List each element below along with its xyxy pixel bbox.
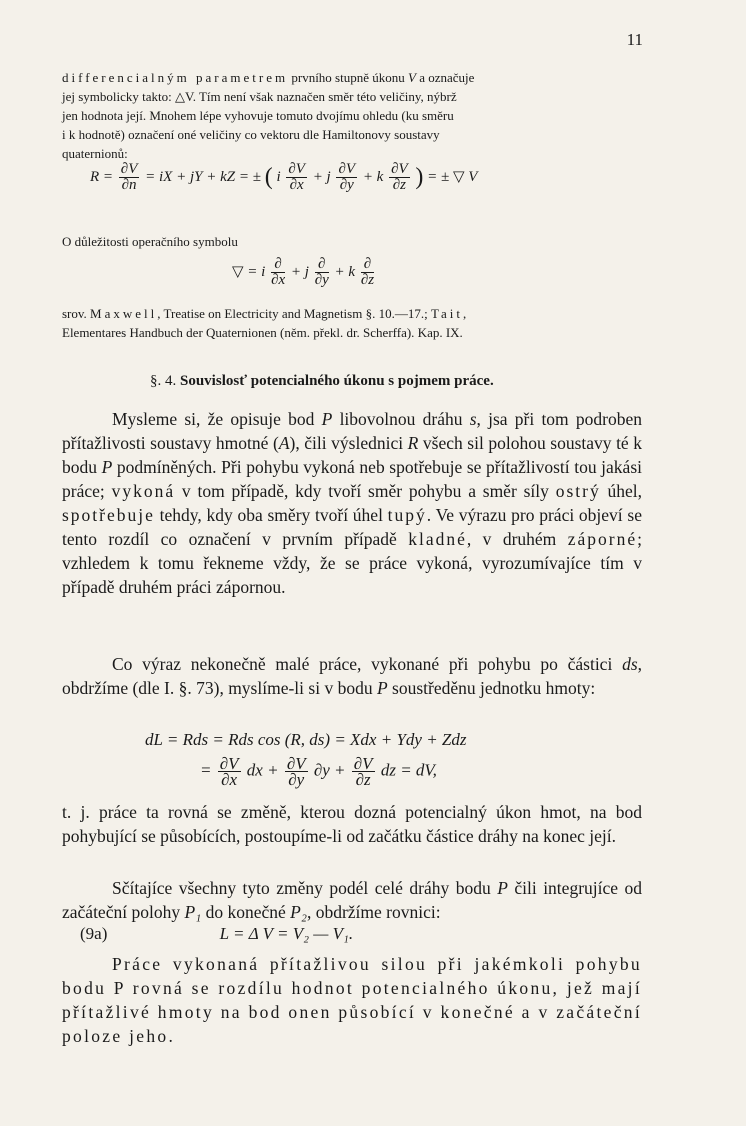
paragraph-4 — [62, 876, 642, 924]
fraction — [218, 756, 241, 787]
formula-text: = ± ▽ V — [427, 168, 478, 185]
text: soustředěnu jednotku hmoty: — [387, 678, 596, 698]
text: ), čili výslednici — [289, 433, 408, 453]
intro-line-1 — [62, 68, 642, 87]
intro-line-2: jej symbolicky takto: △V. Tím není však naznačen směr této veličiny, nýbrž — [62, 89, 457, 104]
text: tehdy, kdy oba směry tvoří úhel — [154, 505, 388, 525]
text: Mysleme si, že opisuje bod — [112, 409, 322, 429]
references — [62, 304, 642, 342]
text: v tom případě, kdy tvoří směr pohybu a směr síly — [175, 481, 556, 501]
text: . Ve výrazu pro práci objeví se tento rozdíl co označení v prvním případě — [62, 505, 642, 549]
formula-text: ▽ = i — [232, 263, 266, 280]
paragraph-text — [62, 876, 642, 924]
symbol: P — [376, 678, 388, 698]
left-paren: ( — [264, 164, 273, 190]
paragraph-1 — [62, 407, 642, 599]
symbol: P — [321, 409, 333, 429]
denominator: ∂y — [339, 177, 354, 193]
numerator: ∂V — [120, 161, 138, 177]
denominator: ∂n — [121, 177, 137, 193]
spaced-term: tupý — [387, 505, 427, 525]
formula-work-line-2 — [200, 756, 437, 787]
spaced-term: kladné — [408, 529, 467, 549]
text: , jsa při tom podroben přítažlivosti soustavy hmotné ( — [62, 409, 642, 453]
numerator: ∂ — [361, 257, 374, 273]
spaced-term: záporné — [567, 529, 638, 549]
text: , obdržíme rovnici: — [306, 902, 441, 922]
symbol: R — [407, 433, 419, 453]
formula-text: i — [276, 168, 281, 185]
denominator: ∂x — [221, 770, 238, 789]
ref-text: , Treatise on Electricity and Magnetism §. 10.—17.; — [157, 306, 431, 321]
right-paren: ) — [415, 164, 424, 190]
fraction — [361, 257, 374, 288]
symbol-V: V — [408, 70, 416, 85]
symbol: s — [469, 409, 477, 429]
text: Co výraz nekonečně malé práce, vykonané při pohybu po částici — [112, 654, 623, 674]
paragraph-3 — [62, 800, 642, 848]
spaced-term: vykoná — [111, 481, 176, 501]
section-heading — [150, 373, 494, 390]
intro-line-3: jen hodnota její. Mnohem lépe vyhovuje tomuto dvojímu ohledu (ku směru — [62, 108, 454, 123]
formula-text: + k — [334, 263, 356, 280]
numerator: ∂V — [219, 754, 239, 773]
text: ; vzhledem k tomu řekneme vždy, že se práce vykoná, vyrozumívajíce tím v případě druhém práci zápornou. — [62, 529, 642, 597]
text: všech sil polohou soustavy té k bodu — [62, 433, 642, 477]
symbol: P₂ — [290, 902, 307, 922]
reference-line-1 — [62, 304, 642, 323]
section-title: Souvislosť potencialného úkonu s pojmem práce. — [180, 373, 494, 389]
formula-gradient — [90, 162, 477, 193]
numerator: ∂V — [286, 754, 306, 773]
intro-text: prvního stupně úkonu — [288, 70, 408, 85]
denominator: ∂z — [360, 272, 375, 288]
formula-work-line-1: dL = Rds = Rds cos (R, ds) = Xdx + Ydy + Zdz — [145, 730, 467, 749]
intro-line-5: quaternionů: — [62, 146, 128, 161]
formula-text: R = — [90, 168, 114, 185]
formula-text: + j — [290, 263, 309, 280]
equation: L = Δ V = V₂ — V₁. — [219, 924, 354, 943]
numerator: ∂ — [271, 257, 285, 273]
spaced-term: ostrý — [555, 481, 601, 501]
numerator: ∂V — [353, 754, 373, 773]
symbol: P₁ — [184, 902, 202, 922]
fraction — [315, 257, 329, 288]
spaced-term: spotřebuje — [62, 505, 155, 525]
denominator: ∂y — [314, 272, 329, 288]
text: do konečné — [201, 902, 291, 922]
text: čili integrujíce od začáteční polohy — [62, 878, 643, 922]
formula-text: = iX + jY + kZ = ± — [145, 168, 261, 185]
text: úhel, — [600, 481, 642, 501]
section-number: §. 4. — [150, 373, 177, 389]
formula-text: + k — [362, 168, 384, 185]
text: libovolnou dráhu — [332, 409, 470, 429]
paragraph-2 — [62, 652, 642, 700]
formula-9a — [80, 924, 580, 944]
symbol: P — [497, 878, 508, 898]
fraction — [119, 162, 140, 193]
author-tait: Tait — [430, 306, 463, 321]
fraction — [336, 162, 357, 193]
paragraph-text: t. j. práce ta rovná se změně, kterou dozná potencialný úkon hmot, na bod pohybující se působících, postoupíme-li od začátku částice dráhy na konec její. — [62, 802, 642, 846]
operator-intro: O důležitosti operačního symbolu — [62, 234, 238, 249]
text: Sčítajíce všechny tyto změny podél celé dráhy bodu — [112, 878, 498, 898]
intro-text: a označuje — [415, 70, 475, 85]
fraction — [352, 756, 375, 787]
page-number: 11 — [626, 30, 643, 49]
ref-text: srov. — [62, 306, 91, 321]
intro-line-4: i k hodnotě) označení oné veličiny co vektoru dle Hamiltonovy soustavy — [62, 127, 440, 142]
text: podmíněných. Při pohybu vykoná neb spotřebuje se přítažlivostí tou jakási práce; — [62, 457, 642, 501]
spaced-term: differencialným parametrem — [62, 70, 289, 85]
symbol: P — [101, 457, 113, 477]
symbol: ds — [622, 654, 638, 674]
formula-text: = — [200, 760, 212, 780]
text: , v druhém — [466, 529, 568, 549]
numerator: ∂V — [288, 161, 305, 177]
fraction — [389, 162, 410, 193]
fraction — [285, 756, 308, 787]
formula-text: dz = dV, — [380, 760, 437, 780]
text: , obdržíme (dle I. §. 73), myslíme-li si v bodu — [62, 654, 642, 698]
ref-text: , — [462, 306, 467, 321]
numerator: ∂V — [391, 161, 408, 177]
paragraph-text — [62, 652, 642, 700]
author-maxwell: Maxwell — [90, 306, 158, 321]
denominator: ∂z — [355, 770, 371, 789]
equation-label: (9a) — [80, 924, 108, 943]
denominator: ∂x — [289, 177, 304, 193]
formula-nabla — [232, 257, 376, 288]
denominator: ∂z — [392, 177, 406, 193]
formula-text: dx + — [246, 760, 279, 780]
intro-paragraph — [62, 68, 642, 163]
numerator: ∂ — [315, 257, 329, 273]
reference-line-2: Elementares Handbuch der Quaternionen (něm. překl. dr. Scherffa). Kap. IX. — [62, 325, 463, 340]
paragraph-5 — [62, 952, 642, 1048]
denominator: ∂y — [288, 770, 305, 789]
fraction — [271, 257, 285, 288]
paragraph-text: Práce vykonaná přítažlivou silou při jakémkoli pohybu bodu P rovná se rozdílu hodnot potencialného úkonu, jež mají přítažlivé hmoty na bod onen působící v konečné a v začáteční poloze jeho. — [62, 954, 642, 1046]
formula-text: + j — [312, 168, 331, 185]
paragraph-text — [62, 407, 642, 599]
denominator: ∂x — [271, 272, 286, 288]
symbol: A — [278, 433, 290, 453]
formula-text: ∂y + — [313, 760, 346, 780]
fraction — [286, 162, 307, 193]
numerator: ∂V — [338, 161, 356, 177]
